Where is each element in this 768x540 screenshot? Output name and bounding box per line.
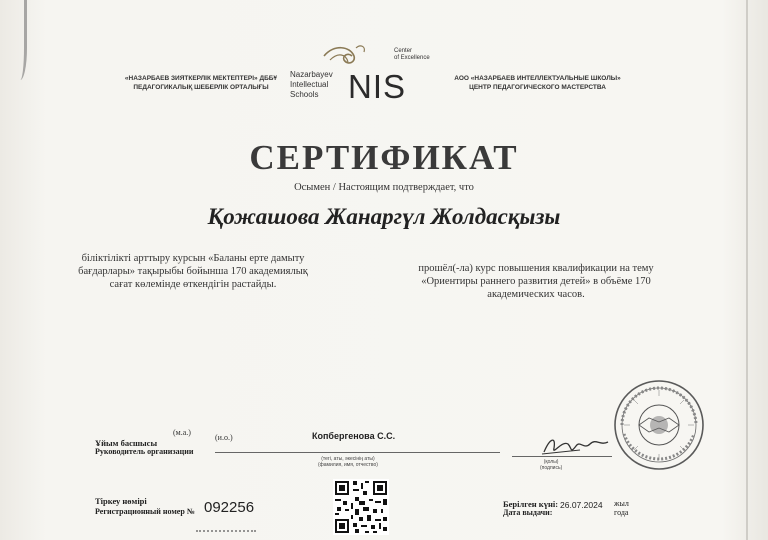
- sig-caption-ru: (подпись): [540, 465, 563, 471]
- header-left-line1: «НАЗАРБАЕВ ЗИЯТКЕРЛІК МЕКТЕПТЕРІ» ДББҰ: [124, 75, 278, 82]
- signature-underline: [512, 456, 612, 457]
- logo-line3: Schools: [290, 90, 319, 99]
- name-caption-ru: (фамилия, имя, отчество): [318, 462, 378, 468]
- header-left-org: [96, 74, 306, 92]
- handwritten-signature-icon: [540, 434, 612, 458]
- name-underline: [215, 452, 500, 453]
- issue-date-label-ru: Дата выдачи:: [503, 508, 553, 517]
- body-text-ru: прошёл(-ла) курс повышения квалификации на тему «Ориентиры раннего развития детей» в объёме 170 академических часов.: [418, 263, 654, 300]
- logo-wordmark: [290, 70, 333, 100]
- logo-center-of-excellence: [394, 48, 430, 62]
- scan-right-edge: [746, 0, 748, 540]
- certificate-title: СЕРТИФИКАТ: [249, 138, 519, 177]
- registration-number: 092256: [204, 499, 255, 516]
- year-suffix-ru: года: [614, 508, 629, 517]
- signature-caption: [540, 459, 562, 471]
- registration-label-ru: Регистрационный номер №: [95, 507, 195, 516]
- name-caption: [318, 456, 378, 468]
- org-head-label-kz: Ұйым басшысы: [95, 438, 158, 448]
- bottom-edge-mark: [196, 530, 256, 537]
- scan-edge-mark: [10, 0, 27, 80]
- certificate-subtitle: Осымен / Настоящим подтверждает, что: [294, 182, 474, 193]
- sig-caption-kz: (қолы): [543, 459, 559, 465]
- issue-date-label-kz: Берілген күні:: [503, 499, 559, 509]
- header-right-line1: АОО «НАЗАРБАЕВ ИНТЕЛЛЕКТУАЛЬНЫЕ ШКОЛЫ»: [454, 75, 621, 82]
- org-head-label-ru: Руководитель организации: [95, 447, 194, 456]
- body-text-kz: біліктілікті арттыру курсын «Баланы ерте дамыту бағдарлары» тақырыбы бойынша 170 академиялық сағат көлемінде өткендігін растайды.: [78, 253, 308, 290]
- logo-line2: Intellectual: [290, 80, 329, 89]
- name-caption-kz: (тегі, аты, әкесінің аты): [321, 456, 375, 462]
- official-seal-icon: [612, 378, 706, 472]
- coe-line1: Center: [394, 48, 413, 54]
- coe-line2: of Excellence: [394, 55, 430, 61]
- recipient-name: Қожашова Жанаргүл Жолдасқызы: [207, 204, 561, 229]
- logo-line1: Nazarbayev: [290, 70, 333, 79]
- year-suffix-kz: жыл: [614, 499, 629, 508]
- header-right-line2: ЦЕНТР ПЕДАГОГИЧЕСКОГО МАСТЕРСТВА: [469, 84, 606, 91]
- acting-abbrev-kz: (м.а.): [173, 428, 191, 437]
- nis-logo: [290, 40, 430, 110]
- logo-mark-nis: NIS: [348, 68, 407, 105]
- header-right-org: [430, 74, 645, 92]
- header-left-line2: ПЕДАГОГИКАЛЫҚ ШЕБЕРЛІК ОРТАЛЫҒЫ: [133, 84, 269, 91]
- registration-label-kz: Тіркеу нөмірі: [95, 496, 147, 506]
- issue-date-value: 26.07.2024: [560, 500, 603, 510]
- acting-abbrev-ru: (и.о.): [215, 433, 233, 442]
- signer-name: Копбергенова С.С.: [312, 431, 396, 441]
- qr-code-icon: [333, 479, 389, 535]
